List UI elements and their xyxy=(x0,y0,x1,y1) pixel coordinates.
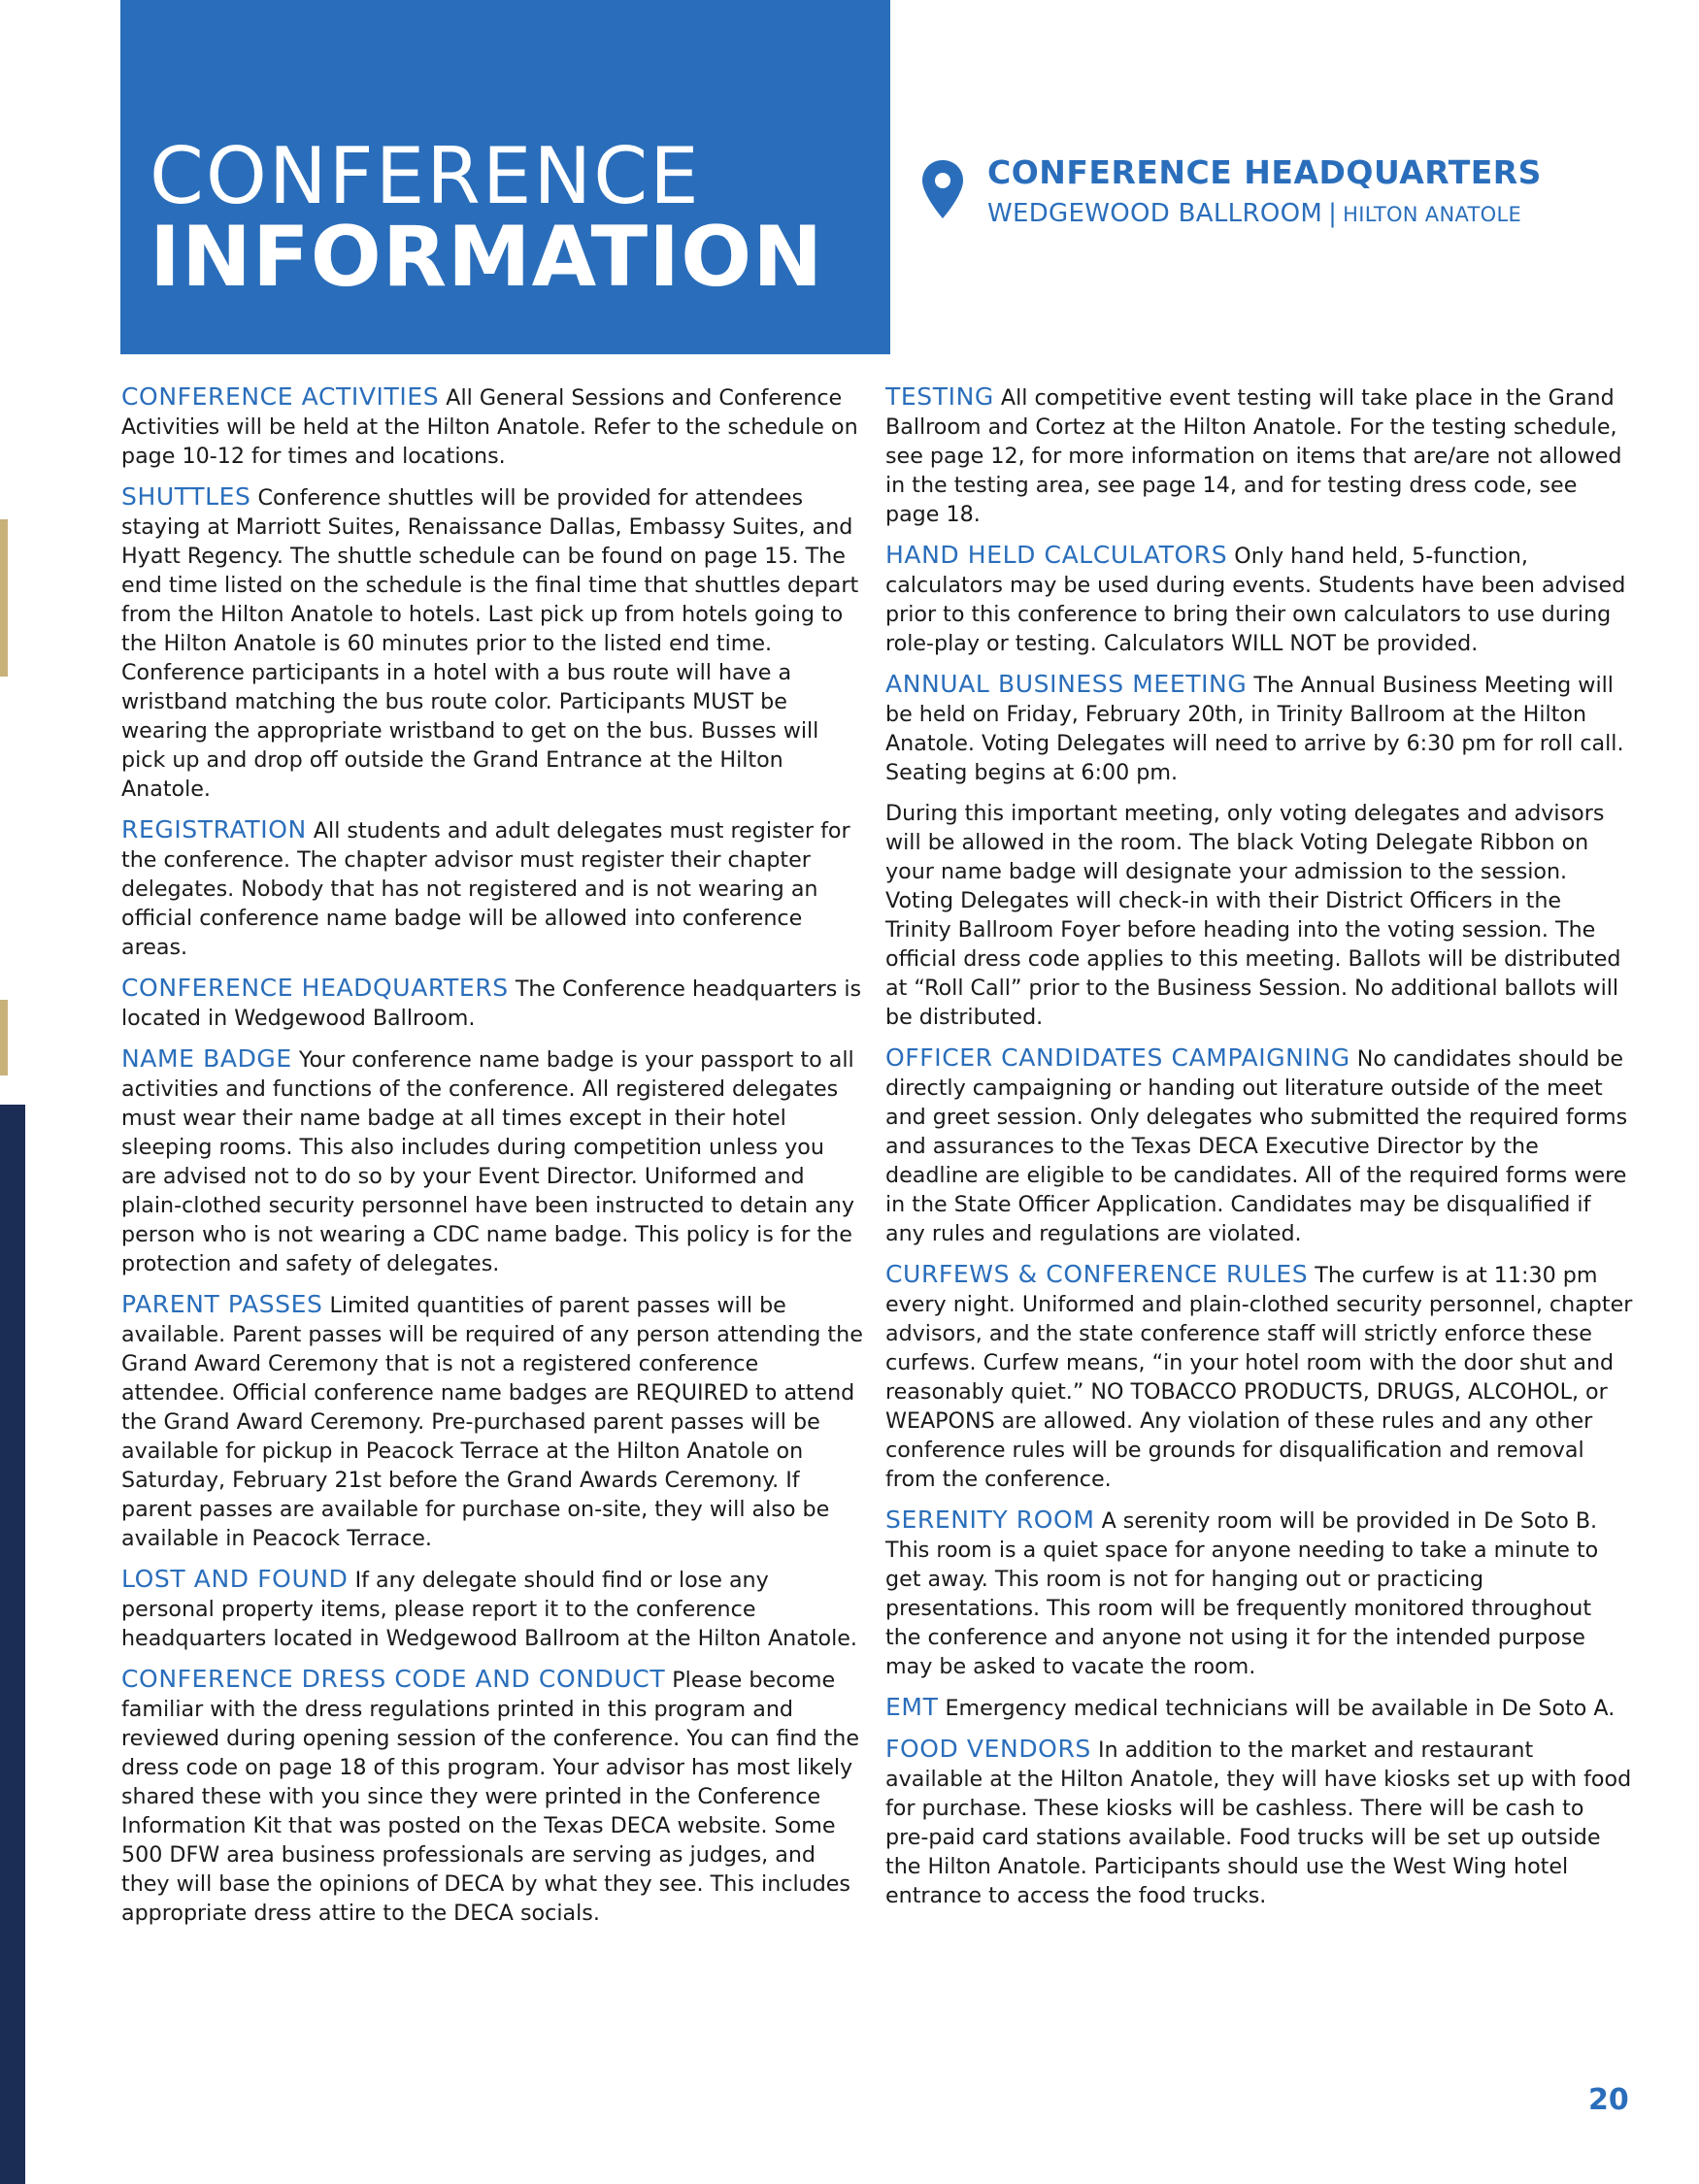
headquarters-venue: WEDGEWOOD BALLROOM xyxy=(987,199,1323,228)
gold-accent-bar xyxy=(0,519,8,677)
section-heading: CONFERENCE ACTIVITIES xyxy=(121,382,440,411)
title-block xyxy=(120,0,890,354)
section-body: All General Sessions and Conference Activities will be held at the Hilton Anatole. Refer to the schedule on page 10-12 for times and locations. xyxy=(121,385,858,469)
section-paragraph xyxy=(885,1693,1633,1723)
section-heading: CURFEWS & CONFERENCE RULES xyxy=(885,1260,1309,1288)
page-title-line2: INFORMATION xyxy=(150,209,824,306)
section-paragraph xyxy=(885,1043,1633,1248)
section-body: Emergency medical technicians will be available in De Soto A. xyxy=(945,1696,1616,1721)
section-paragraph xyxy=(885,541,1633,658)
section-body: If any delegate should find or lose any personal property items, please report it to the conference headquarters located in Wedgewood Ballroom at the Hilton Anatole. xyxy=(121,1568,857,1651)
section-heading: ANNUAL BUSINESS MEETING xyxy=(885,670,1248,698)
section-paragraph xyxy=(121,1565,864,1653)
section-paragraph xyxy=(885,1506,1633,1681)
section-paragraph xyxy=(885,1260,1633,1494)
section-heading: CONFERENCE DRESS CODE AND CONDUCT xyxy=(121,1665,666,1693)
section-heading: REGISTRATION xyxy=(121,815,307,844)
location-pin-icon xyxy=(919,158,966,220)
headquarters-title: CONFERENCE HEADQUARTERS xyxy=(987,153,1542,191)
section-body: The Conference headquarters is located in Wedgewood Ballroom. xyxy=(121,976,862,1031)
section-body: A serenity room will be provided in De Soto B. This room is a quiet space for anyone needing to take a minute to get away. This room is not for hanging out or practicing presentations. This room will be frequently monitored throughout the conference and anyone not using it for the intended purpose may be asked to vacate the room. xyxy=(885,1508,1599,1679)
section-body: In addition to the market and restaurant available at the Hilton Anatole, they will have kiosks set up with food for purchase. These kiosks will be cashless. There will be cash to pre-paid card stations available. Food trucks will be set up outside the Hilton Anatole. Participants should use the West Wing hotel entrance to access the food trucks. xyxy=(885,1737,1632,1908)
section-heading: PARENT PASSES xyxy=(121,1290,323,1318)
navy-side-bar xyxy=(0,1105,25,2184)
section-body: Please become familiar with the dress regulations printed in this program and reviewed during opening session of the conference. You can find the dress code on page 18 of this program. Your advisor has most likely shared these with you since they were printed in the Conference Information Kit that was posted on the Texas DECA website. Some 500 DFW area business professionals are serving as judges, and they will base the opinions of DECA by what they see. This includes appropriate dress attire to the DECA socials. xyxy=(121,1668,860,1926)
section-paragraph xyxy=(885,799,1633,1032)
section-heading: CONFERENCE HEADQUARTERS xyxy=(121,974,509,1002)
section-heading: EMT xyxy=(885,1693,939,1721)
section-body: All competitive event testing will take place in the Grand Ballroom and Cortez at the Hilton Anatole. For the testing schedule, see page 12, for more information on items that are/are not allowed in the testing area, see page 14, and for testing dress code, see page 18. xyxy=(885,385,1622,527)
section-heading: NAME BADGE xyxy=(121,1044,292,1073)
section-paragraph xyxy=(121,815,864,962)
section-body: Only hand held, 5-function, calculators may be used during events. Students have been advised prior to this conference to bring their own calculators to use during role-play or testing. Calculators WILL NOT be provided. xyxy=(885,544,1626,656)
section-body: Limited quantities of parent passes will be available. Parent passes will be required of any person attending the Grand Award Ceremony that is not a registered conference attendee. Official conference name badges are REQUIRED to attend the Grand Award Ceremony. Pre-purchased parent passes will be available for pickup in Peacock Terrace at the Hilton Anatole on Saturday, February 21st before the Grand Awards Ceremony. If parent passes are available for purchase on-site, they will also be available in Peacock Terrace. xyxy=(121,1293,863,1551)
section-heading: TESTING xyxy=(885,382,994,411)
section-paragraph xyxy=(885,382,1633,529)
section-paragraph xyxy=(121,382,864,471)
section-paragraph xyxy=(885,1735,1633,1910)
headquarters-separator: | xyxy=(1328,199,1338,228)
section-heading: SHUTTLES xyxy=(121,482,251,511)
section-body: No candidates should be directly campaigning or handing out literature outside of the meet and greet session. Only delegates who submitted the required forms and assurances to the Texas DECA Executive Director by the deadline are eligible to be candidates. All of the required forms were in the State Officer Application. Candidates may be disqualified if any rules and regulations are violated. xyxy=(885,1046,1628,1246)
left-column xyxy=(121,382,864,1939)
section-paragraph xyxy=(121,1665,864,1928)
section-body: The Annual Business Meeting will be held on Friday, February 20th, in Trinity Ballroom at the Hilton Anatole. Voting Delegates will need to arrive by 6:30 pm for roll call. Seating begins at 6:00 pm. xyxy=(885,673,1624,785)
section-body: During this important meeting, only voting delegates and advisors will be allowed in the room. The black Voting Delegate Ribbon on your name badge will designate your admission to the session. Voting Delegates will check-in with their District Officers in the Trinity Ballroom Foyer before heading into the voting session. The official dress code applies to this meeting. Ballots will be distributed at “Roll Call” prior to the Business Session. No additional ballots will be distributed. xyxy=(885,801,1621,1030)
section-paragraph xyxy=(121,482,864,804)
section-body: All students and adult delegates must register for the conference. The chapter advisor must register their chapter delegates. Nobody that has not registered and is not wearing an official conference name badge will be allowed into conference areas. xyxy=(121,818,850,960)
right-column xyxy=(885,382,1633,1922)
section-body: The curfew is at 11:30 pm every night. Uniformed and plain-clothed security personnel, chapter advisors, and the state conference staff will strictly enforce these curfews. Curfew means, “in your hotel room with the door shut and reasonably quiet.” NO TOBACCO PRODUCTS, DRUGS, ALCOHOL, or WEAPONS are allowed. Any violation of these rules and any other conference rules will be grounds for disqualification and removal from the conference. xyxy=(885,1263,1633,1492)
section-heading: OFFICER CANDIDATES CAMPAIGNING xyxy=(885,1043,1350,1072)
section-paragraph xyxy=(121,974,864,1033)
section-paragraph xyxy=(121,1290,864,1553)
section-heading: LOST AND FOUND xyxy=(121,1565,349,1593)
section-heading: SERENITY ROOM xyxy=(885,1506,1095,1534)
section-body: Your conference name badge is your passport to all activities and functions of the conference. All registered delegates must wear their name badge at all times except in their hotel sleeping rooms. This also includes during competition unless you are advised not to do so by your Event Director. Uniformed and plain-clothed security personnel have been instructed to detain any person who is not wearing a CDC name badge. This policy is for the protection and safety of delegates. xyxy=(121,1047,854,1276)
section-body: Conference shuttles will be provided for attendees staying at Marriott Suites, Renaissance Dallas, Embassy Suites, and Hyatt Regency. The shuttle schedule can be found on page 15. The end time listed on the schedule is the final time that shuttles depart from the Hilton Anatole to hotels. Last pick up from hotels going to the Hilton Anatole is 60 minutes prior to the listed end time. Conference participants in a hotel with a bus route will have a wristband matching the bus route color. Participants MUST be wearing the appropriate wristband to get on the bus. Busses will pick up and drop off outside the Grand Entrance at the Hilton Anatole. xyxy=(121,485,859,802)
gold-accent-bar xyxy=(0,1000,8,1075)
section-heading: HAND HELD CALCULATORS xyxy=(885,541,1228,569)
page-title-line1: CONFERENCE xyxy=(150,131,701,221)
headquarters-hotel: HILTON ANATOLE xyxy=(1343,203,1522,226)
headquarters-location xyxy=(987,199,1521,228)
page-number: 20 xyxy=(1588,2083,1629,2117)
section-paragraph xyxy=(885,670,1633,787)
section-heading: FOOD VENDORS xyxy=(885,1735,1091,1763)
section-paragraph xyxy=(121,1044,864,1278)
